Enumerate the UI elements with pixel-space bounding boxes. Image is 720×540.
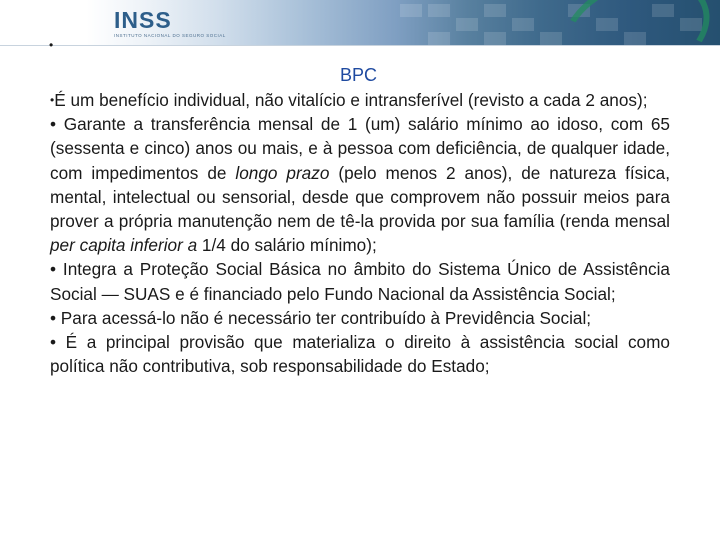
- bullet-marker: •: [50, 332, 57, 353]
- bullet-text: Para acessá-lo não é necessário ter contribuído à Previdência Social;: [56, 307, 592, 328]
- bullet-item-4: [50, 306, 670, 330]
- bullet-marker: •: [50, 114, 57, 135]
- bullet-item-3: [50, 257, 670, 305]
- bullet-item-2: [50, 112, 670, 257]
- bullet-marker: •: [50, 93, 55, 107]
- bullet-item-5: [50, 330, 670, 378]
- slide-body: [50, 88, 670, 378]
- inss-logo-subtitle: INSTITUTO NACIONAL DO SEGURO SOCIAL: [114, 33, 226, 38]
- bullet-text-italic: per capita inferior a: [50, 235, 198, 256]
- slide-header-banner: [0, 0, 720, 46]
- bullet-marker: •: [50, 259, 57, 280]
- header-divider: [0, 45, 720, 46]
- empty-bullet: •: [49, 38, 54, 52]
- bullet-text: Integra a Proteção Social Básica no âmbito do Sistema Único de Assistência Social — SUAS e é financiado pelo Fundo Nacional da Assistência Social;: [50, 259, 670, 304]
- bullet-text: Garante a transferência mensal de 1 (um) salário mínimo ao idoso, com 65 (sessenta e cinco) anos ou mais, e à pessoa com deficiência, de qualquer idade, com impedimentos de: [50, 114, 670, 183]
- bullet-text-italic: longo prazo: [235, 162, 330, 183]
- bullet-text: É um benefício individual, não vitalício e intransferível (revisto a cada 2 anos);: [54, 90, 648, 110]
- slide-title: BPC: [340, 65, 378, 85]
- inss-logo: INSS: [114, 7, 172, 33]
- bullet-text: (pelo menos 2 anos), de natureza física, mental, intelectual ou sensorial, desde que comprovem não possuir meios para prover a própria manutenção nem de tê-la provida por sua família (renda mensal: [50, 162, 670, 232]
- bullet-text: 1/4 do salário mínimo);: [197, 235, 377, 256]
- bullet-text: É a principal provisão que materializa o direito à assistência social como política não contributiva, sob responsabilidade do Estado;: [50, 332, 670, 377]
- bullet-marker: •: [50, 307, 57, 328]
- bullet-item-1: [50, 88, 670, 112]
